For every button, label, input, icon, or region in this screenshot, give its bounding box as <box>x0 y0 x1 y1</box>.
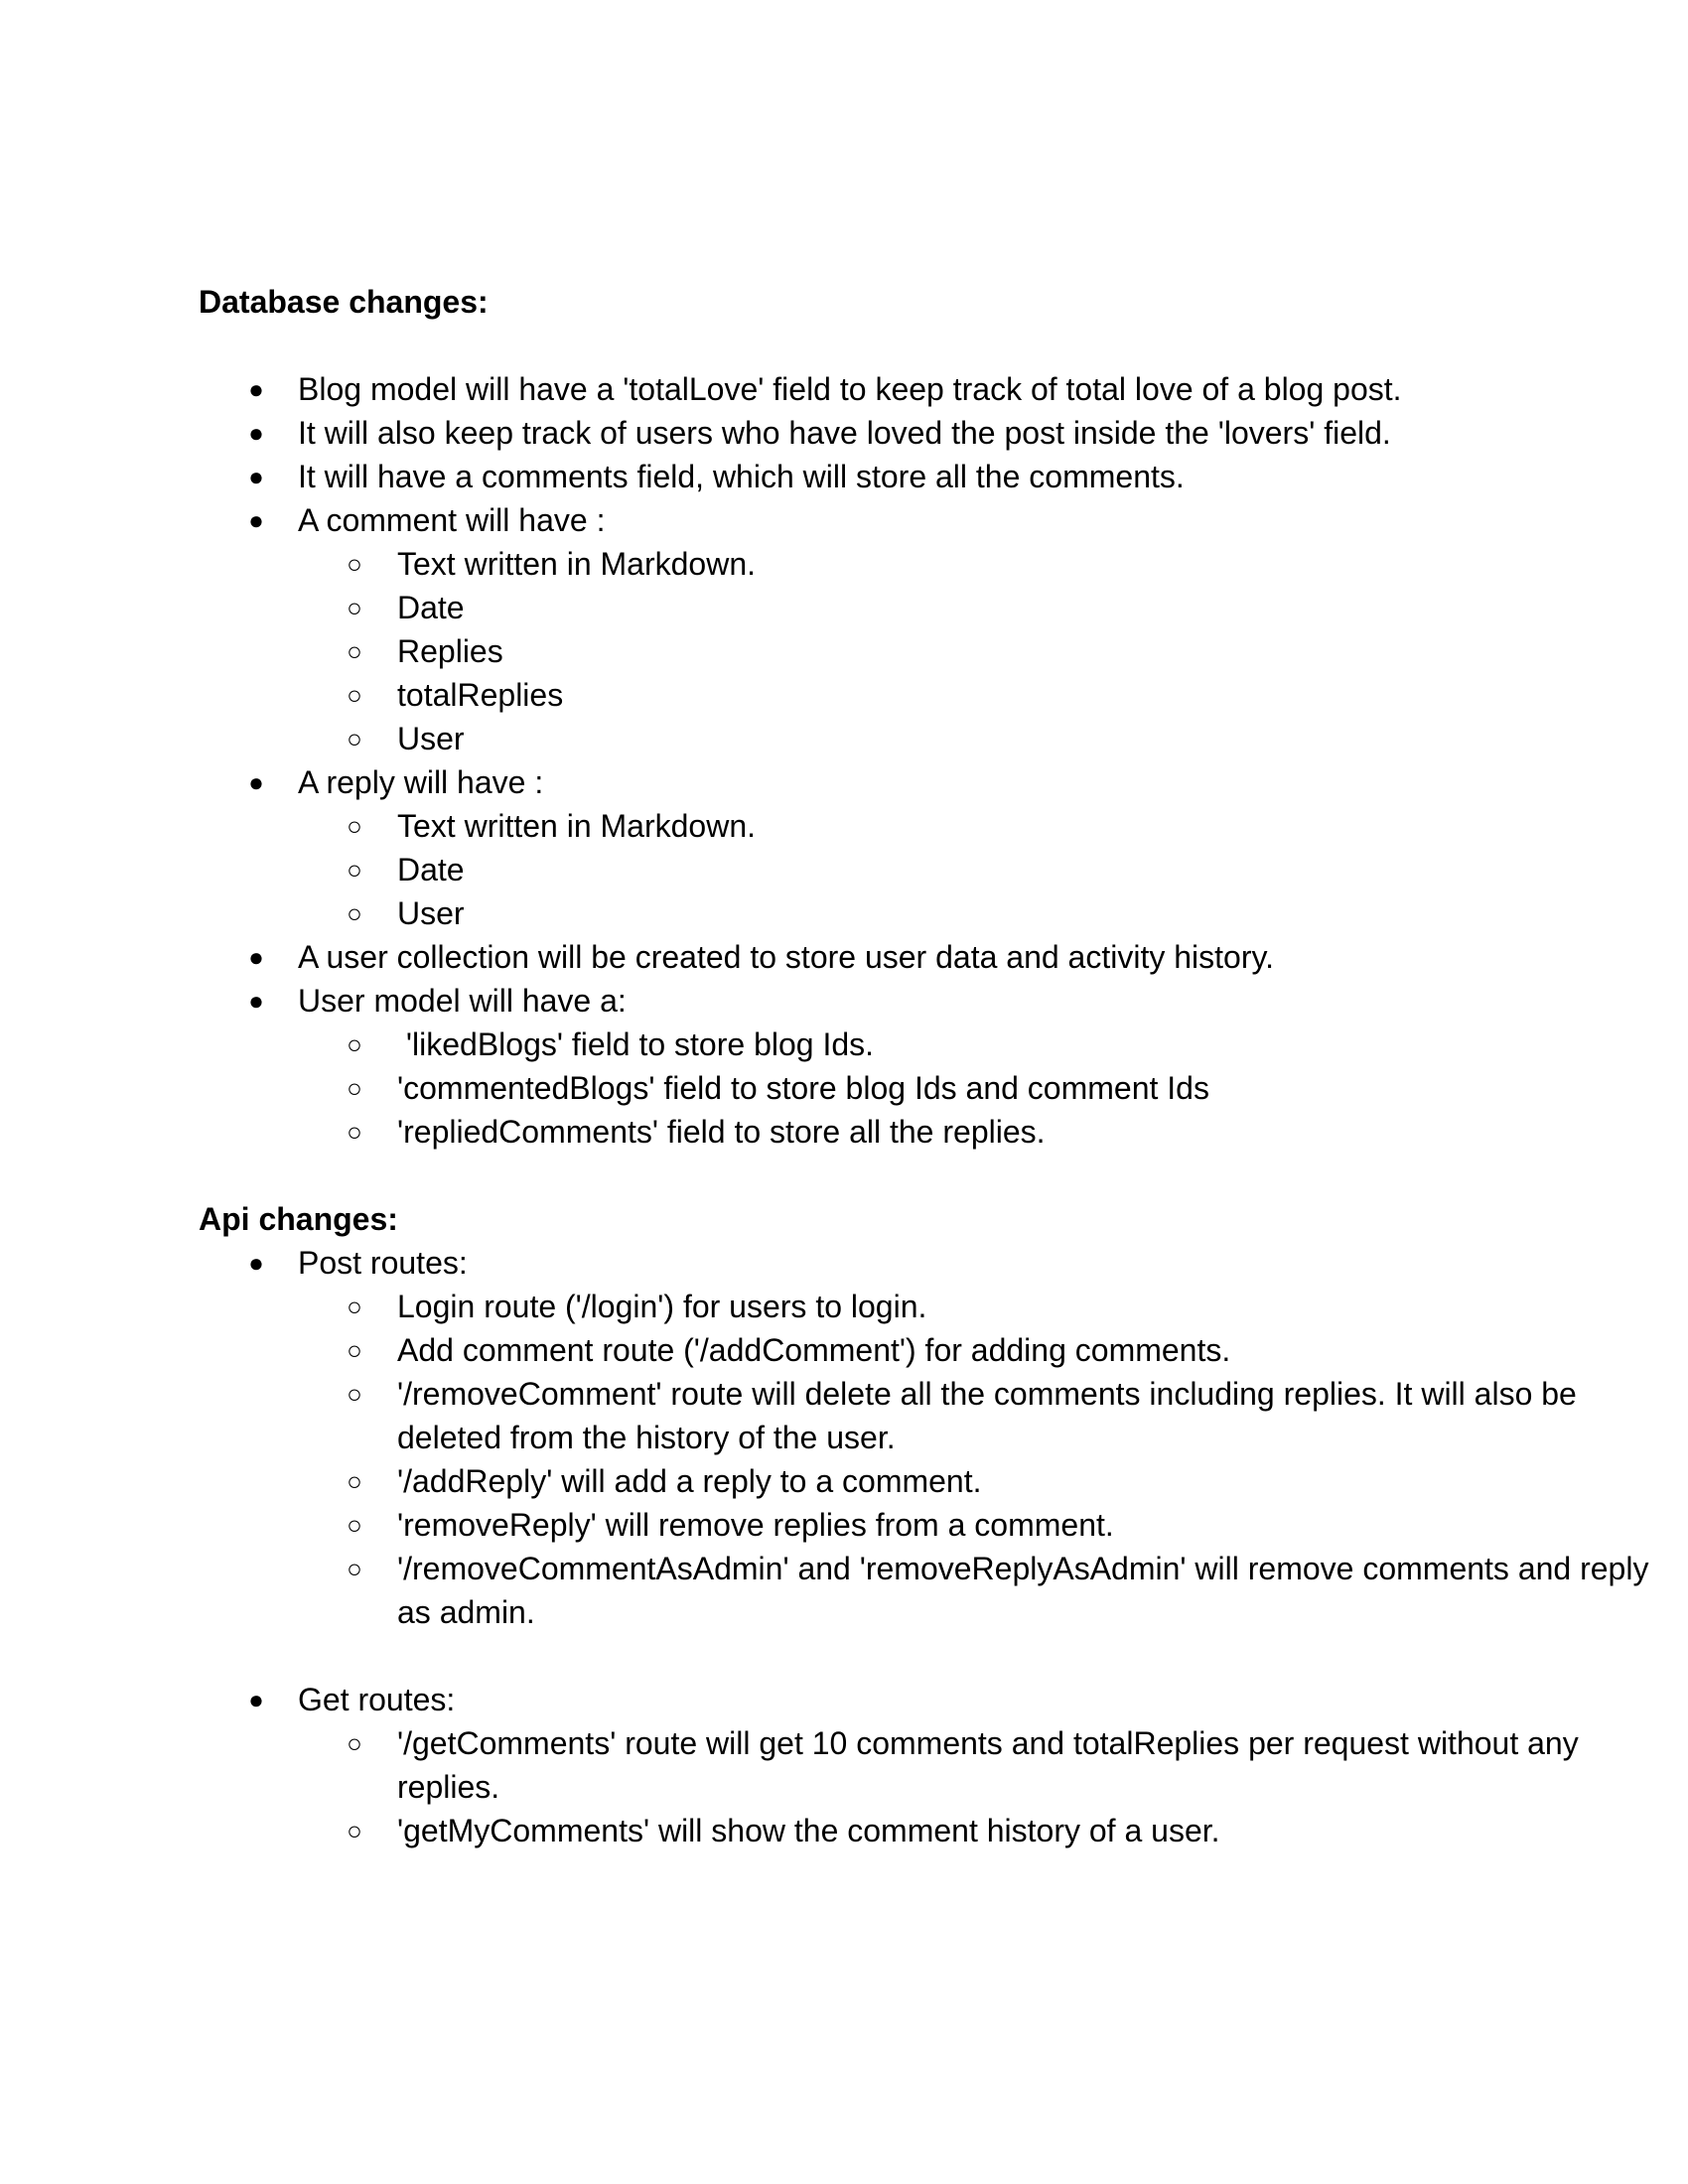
list-item: ● User model will have a: <box>199 979 1489 1023</box>
hollow-bullet-icon: ○ <box>347 1029 362 1059</box>
bullet-icon: ● <box>248 505 264 535</box>
hollow-bullet-icon: ○ <box>347 811 362 841</box>
sub-list-item: ○ Add comment route ('/addComment') for adding comments. <box>199 1328 1489 1372</box>
sub-list-item: ○ '/addReply' will add a reply to a comment. <box>199 1459 1489 1503</box>
sub-list-item: ○ User <box>199 891 1489 935</box>
list-item: ● A reply will have : <box>199 760 1489 804</box>
sub-list-item: ○ '/getComments' route will get 10 comments and totalReplies per request without any replies. <box>199 1721 1489 1809</box>
hollow-bullet-icon: ○ <box>347 1292 362 1321</box>
hollow-bullet-icon: ○ <box>347 1335 362 1365</box>
hollow-bullet-icon: ○ <box>347 1816 362 1845</box>
sub-list-item: ○ '/removeComment' route will delete all the comments including replies. It will also be deleted from the history of the user. <box>199 1372 1489 1459</box>
list-item: ● It will also keep track of users who have loved the post inside the 'lovers' field. <box>199 411 1489 455</box>
api-changes-heading: Api changes: <box>199 1201 398 1237</box>
sub-list-item: ○ 'removeReply' will remove replies from a comment. <box>199 1503 1489 1547</box>
bullet-icon: ● <box>248 767 264 797</box>
hollow-bullet-icon: ○ <box>347 636 362 666</box>
list-item: ● Post routes: <box>199 1241 1489 1285</box>
bullet-icon: ● <box>248 462 264 491</box>
sub-list-item: ○ '/removeCommentAsAdmin' and 'removeReplyAsAdmin' will remove comments and reply as admin. <box>199 1547 1489 1634</box>
list-item: ● It will have a comments field, which will store all the comments. <box>199 455 1489 498</box>
database-changes-list <box>199 367 1489 1154</box>
bullet-icon: ● <box>248 942 264 972</box>
bullet-icon: ● <box>248 1685 264 1714</box>
bullet-icon: ● <box>248 374 264 404</box>
hollow-bullet-icon: ○ <box>347 724 362 753</box>
hollow-bullet-icon: ○ <box>347 680 362 710</box>
sub-list-item: ○ 'commentedBlogs' field to store blog Ids and comment Ids <box>199 1066 1489 1110</box>
sub-list-item: ○ Text written in Markdown. <box>199 542 1489 586</box>
hollow-bullet-icon: ○ <box>347 1466 362 1496</box>
hollow-bullet-icon: ○ <box>347 898 362 928</box>
bullet-icon: ● <box>248 418 264 448</box>
hollow-bullet-icon: ○ <box>347 855 362 885</box>
hollow-bullet-icon: ○ <box>347 1073 362 1103</box>
bullet-icon: ● <box>248 1248 264 1278</box>
hollow-bullet-icon: ○ <box>347 1554 362 1583</box>
bullet-icon: ● <box>248 986 264 1016</box>
list-item: ● Get routes: <box>199 1678 1489 1721</box>
list-item: ● A user collection will be created to store user data and activity history. <box>199 935 1489 979</box>
api-changes-list <box>199 1241 1649 1852</box>
sub-list-item: ○ 'repliedComments' field to store all the replies. <box>199 1110 1489 1154</box>
sub-list-item: ○ User <box>199 717 1489 760</box>
hollow-bullet-icon: ○ <box>347 1510 362 1540</box>
list-item: ● A comment will have : <box>199 498 1489 542</box>
sub-list-item: ○ Login route ('/login') for users to login. <box>199 1285 1489 1328</box>
hollow-bullet-icon: ○ <box>347 1379 362 1409</box>
sub-list-item: ○ 'getMyComments' will show the comment history of a user. <box>199 1809 1489 1852</box>
sub-list-item: ○ 'likedBlogs' field to store blog Ids. <box>199 1023 1489 1066</box>
hollow-bullet-icon: ○ <box>347 1117 362 1147</box>
hollow-bullet-icon: ○ <box>347 593 362 622</box>
sub-list-item: ○ Text written in Markdown. <box>199 804 1489 848</box>
list-item: ● Blog model will have a 'totalLove' field to keep track of total love of a blog post. <box>199 367 1489 411</box>
sub-list-item: ○ totalReplies <box>199 673 1489 717</box>
hollow-bullet-icon: ○ <box>347 549 362 579</box>
database-changes-heading: Database changes: <box>199 284 489 320</box>
sub-list-item: ○ Replies <box>199 629 1489 673</box>
hollow-bullet-icon: ○ <box>347 1728 362 1758</box>
sub-list-item: ○ Date <box>199 848 1489 891</box>
document-page <box>199 280 1649 1852</box>
sub-list-item: ○ Date <box>199 586 1489 629</box>
